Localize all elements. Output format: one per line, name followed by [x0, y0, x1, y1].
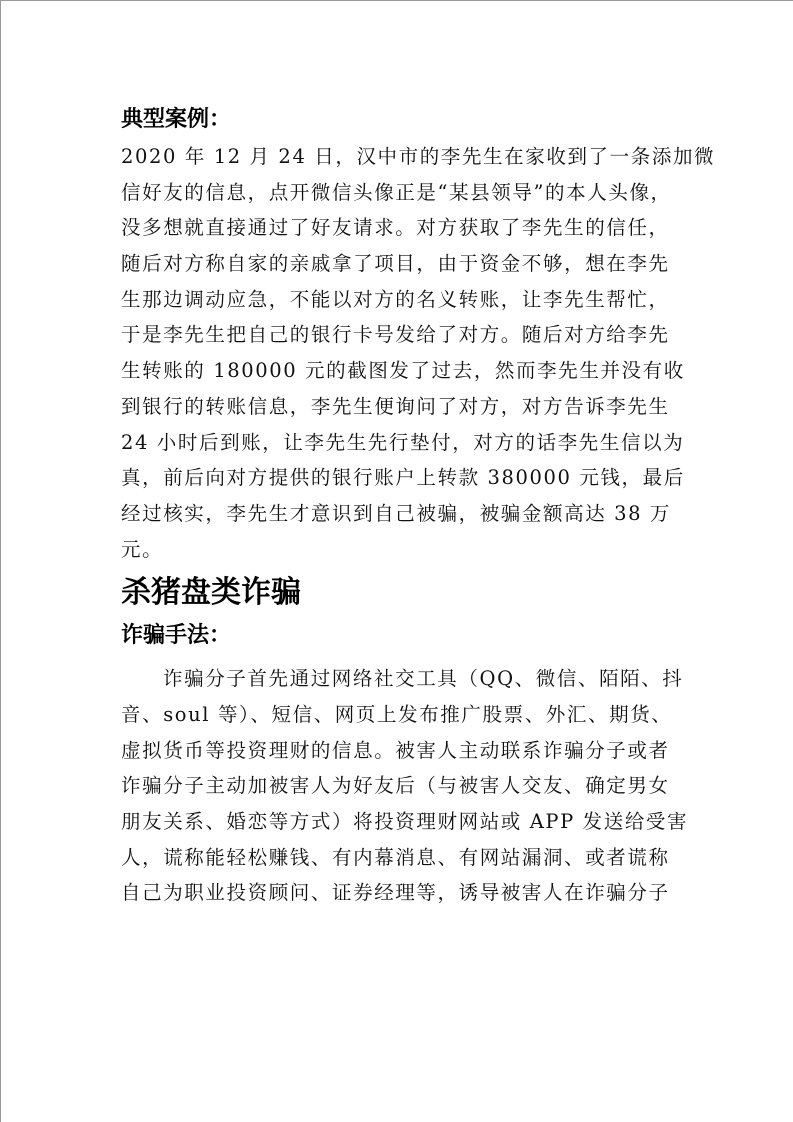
text-line: 经过核实，李先生才意识到自己被骗，被骗金额高达 38 万 [121, 501, 672, 525]
text-line: 诈骗分子首先通过网络社交工具（QQ、微信、陌陌、抖 [163, 667, 684, 691]
text-line: 真，前后向对方提供的银行账户上转款 380000 元钱，最后 [121, 466, 685, 490]
text-line: 生转账的 180000 元的截图发了过去，然而李先生并没有收 [121, 359, 685, 383]
text-line: 生那边调动应急，不能以对方的名义转账，让李先生帮忙， [121, 287, 670, 311]
page-content [121, 101, 716, 911]
text-line: 诈骗分子主动加被害人为好友后（与被害人交友、确定男女 [121, 774, 670, 798]
text-line: 信好友的信息，点开微信头像正是“某县领导”的本人头像， [121, 180, 672, 204]
text-line: 24 小时后到账，让李先生先行垫付，对方的话李先生信以为 [121, 430, 685, 454]
scam-method-paragraph [121, 661, 689, 911]
text-line: 没多想就直接通过了好友请求。对方获取了李先生的信任， [121, 216, 670, 240]
pig-butchering-scam-title: 杀猪盘类诈骗 [121, 575, 301, 611]
text-line: 到银行的转账信息，李先生便询问了对方，对方告诉李先生 [121, 394, 670, 418]
text-line: 自己为职业投资顾问、证券经理等，诱导被害人在诈骗分子 [121, 881, 670, 905]
text-line: 元。 [121, 537, 164, 561]
text-line: 2020 年 12 月 24 日，汉中市的李先生在家收到了一条添加微 [121, 145, 716, 168]
text-line: 朋友关系、婚恋等方式）将投资理财网站或 APP 发送给受害 [121, 810, 689, 833]
text-line: 虚拟货币等投资理财的信息。被害人主动联系诈骗分子或者 [121, 738, 670, 762]
text-line: 音、soul 等）、短信、网页上发布推广股票、外汇、期货、 [121, 702, 673, 726]
text-line: 于是李先生把自己的银行卡号发给了对方。随后对方给李先 [121, 323, 670, 347]
text-line: 随后对方称自家的亲戚拿了项目，由于资金不够，想在李先 [121, 252, 670, 276]
typical-case-paragraph [121, 139, 716, 567]
typical-case-heading: 典型案例： [121, 107, 232, 132]
scam-method-heading: 诈骗手法： [121, 623, 232, 649]
text-line: 人，谎称能轻松赚钱、有内幕消息、有网站漏洞、或者谎称 [121, 845, 670, 869]
